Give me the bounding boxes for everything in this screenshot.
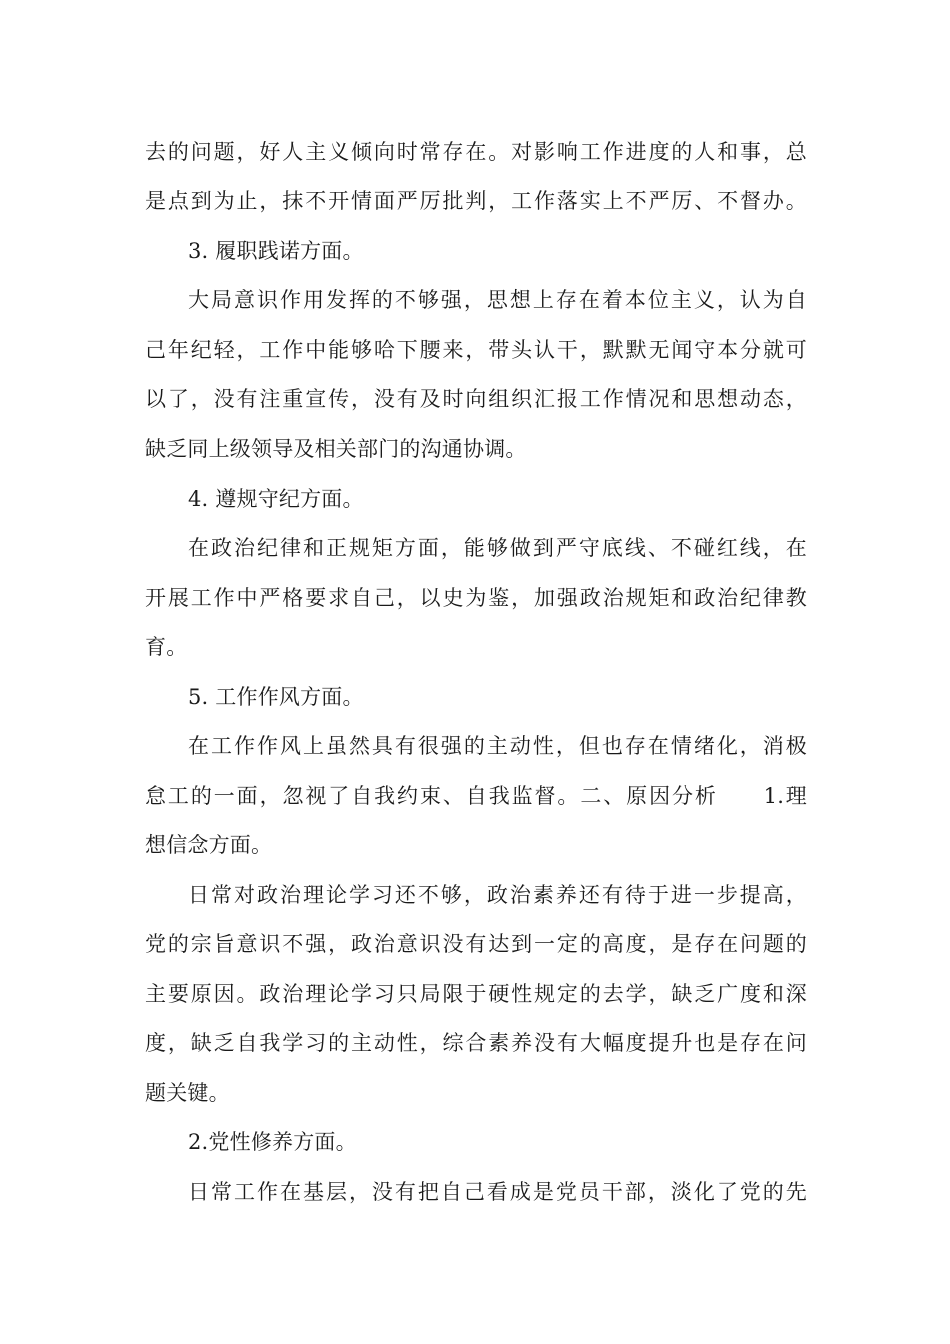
body-text-line: 想信念方面。 (145, 833, 273, 857)
body-text-line: 开展工作中严格要求自己，以史为鉴，加强政治规矩和政治纪律教 (145, 586, 807, 610)
body-text-line: 在工作作风上虽然具有很强的主动性，但也存在情绪化，消极 (188, 734, 807, 758)
body-text-line: 育。 (145, 635, 188, 659)
body-text-line: 题关键。 (145, 1081, 230, 1105)
body-text-line: 怠工的一面，忽视了自我约束、自我监督。二、原因分析 1.理 (145, 784, 807, 808)
body-text-line: 大局意识作用发挥的不够强，思想上存在着本位主义，认为自 (188, 288, 807, 312)
body-text-line: 党的宗旨意识不强，政治意识没有达到一定的高度，是存在问题的 (145, 932, 807, 956)
body-text-line: 以了，没有注重宣传，没有及时向组织汇报工作情况和思想动态， (145, 387, 807, 411)
body-text-line: 日常工作在基层，没有把自己看成是党员干部，淡化了党的先 (188, 1180, 807, 1204)
body-text-line: 去的问题，好人主义倾向时常存在。对影响工作进度的人和事，总 (145, 140, 807, 164)
body-text-line: 是点到为止，抹不开情面严厉批判，工作落实上不严厉、不督办。 (145, 189, 807, 213)
section-heading: 3. 履职践诺方面。 (188, 239, 364, 263)
body-text-line: 度，缺乏自我学习的主动性，综合素养没有大幅度提升也是存在问 (145, 1031, 807, 1055)
body-text-line: 缺乏同上级领导及相关部门的沟通协调。 (145, 437, 527, 461)
section-heading: 5. 工作作风方面。 (188, 685, 364, 709)
section-heading: 4. 遵规守纪方面。 (188, 487, 364, 511)
body-text-line: 日常对政治理论学习还不够，政治素养还有待于进一步提高， (188, 883, 807, 907)
section-heading: 2.党性修养方面。 (188, 1130, 357, 1154)
body-text-line: 在政治纪律和正规矩方面，能够做到严守底线、不碰红线，在 (188, 536, 807, 560)
body-text-line: 主要原因。政治理论学习只局限于硬性规定的去学，缺乏广度和深 (145, 982, 807, 1006)
body-text-line: 己年纪轻，工作中能够哈下腰来，带头认干，默默无闻守本分就可 (145, 338, 807, 362)
